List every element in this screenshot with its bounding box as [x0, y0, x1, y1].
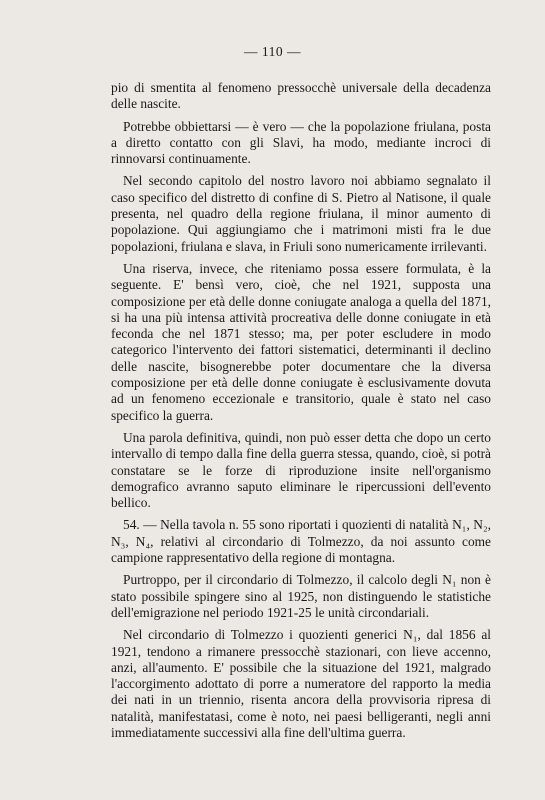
- paragraph-6: 54. — Nella tavola n. 55 sono riportati i quozienti di natalità N₁, N₂, N₃, N₄, relativi al circondario di Tolmezzo, da noi assunto come campione rappresentativo della regione di montagna.: [111, 517, 491, 566]
- paragraph-5: Una parola definitiva, quindi, non può esser detta che dopo un certo intervallo di tempo dalla fine della guerra stessa, quando, cioè, si potrà constatare se le forze di riproduzione insite nell'organismo demografico avranno saputo eliminare le ripercussioni dell'evento bellico.: [111, 429, 491, 511]
- paragraph-7: Purtroppo, per il circondario di Tolmezzo, il calcolo degli N₁ non è stato possibile spingere sino al 1925, non distinguendo le statistiche dell'emigrazione nel periodo 1921-25 le unità circondariali.: [111, 572, 491, 620]
- paragraph-3: Nel secondo capitolo del nostro lavoro noi abbiamo segnalato il caso specifico del distretto di confine di S. Pietro al Natisone, il quale presenta, nel quadro della regione friulana, il minor aumento di popolazione. Qui aggiungiamo che i matrimoni misti fra le due popolazioni, friulana e slava, in Friuli sono numericamente irrilevanti.: [111, 173, 491, 254]
- paragraph-8: Nel circondario di Tolmezzo i quozienti generici N₁, dal 1856 al 1921, tendono a rimanere pressocchè stazionari, con lieve accenno, anzi, all'aumento. E' possibile che la situazione del 1921, malgrado l'accorgimento adottato di porre a numeratore del rapporto la media dei nati in un triennio, risenta ancora della provvisoria ripresa di natalità, manifestatasi, come è noto, nei paesi belligeranti, negli anni immediatamente successivi alla fine dell'ultima guerra.: [111, 627, 491, 740]
- page-number: — 110 —: [244, 44, 301, 59]
- paragraph-2: Potrebbe obbiettarsi — è vero — che la popolazione friulana, posta a diretto contatto con gli Slavi, ha modo, mediante incroci di rinnovarsi continuamente.: [111, 118, 491, 167]
- paragraph-1: pio di smentita al fenomeno pressocchè universale della decadenza delle nascite.: [111, 80, 491, 112]
- paragraph-4: Una riserva, invece, che riteniamo possa essere formulata, è la seguente. E' bensì vero, cioè, che nel 1921, supposta una composizione per età delle donne coniugate analoga a quella del 1871, si ha una più intensa attività procreativa delle donne coniugate in età feconda che nel 1871 stesso; ma, per poter escludere in modo categorico l'intervento dei fattori sistematici, determinanti il declino delle nascite, bisognerebbe poter documentare che la diversa composizione per età delle donne coniugate è esclusivamente dovuta ad un fenomeno eccezionale e transitorio, quale è stato nel caso specifico la guerra.: [111, 260, 491, 423]
- body-text: [111, 80, 491, 747]
